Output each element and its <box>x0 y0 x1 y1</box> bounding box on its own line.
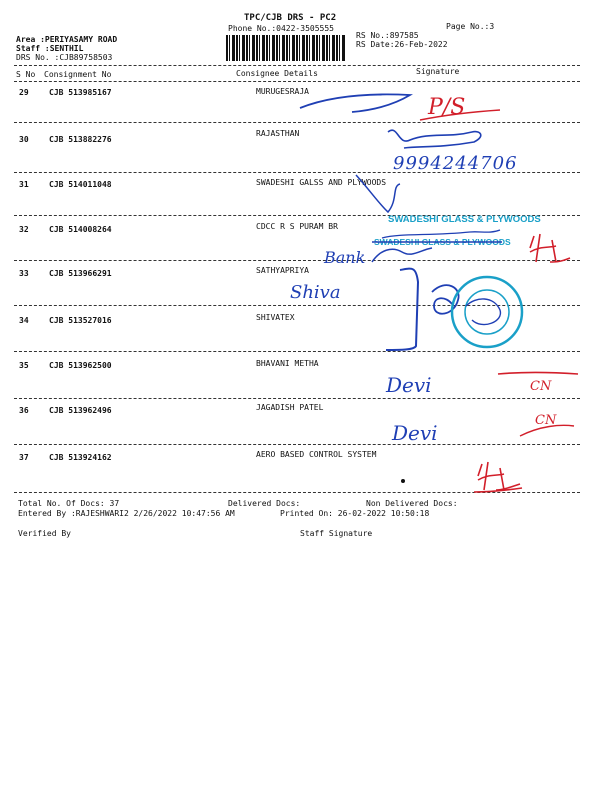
col-consignment-no: Consignment No <box>44 70 112 79</box>
row-consignee: SHIVATEX <box>256 313 295 322</box>
row-sno: 30 <box>19 135 29 144</box>
non-delivered-docs: Non Delivered Docs: <box>366 499 458 508</box>
ink-dot <box>401 479 405 483</box>
signature-mark <box>386 269 418 350</box>
row-consignment: CJB 513882276 <box>49 135 112 144</box>
signature-mark <box>300 94 410 112</box>
row-consignment: CJB 513962496 <box>49 406 112 415</box>
signature-mark <box>466 299 500 325</box>
row-sno: 32 <box>19 225 29 234</box>
entered-by: Entered By :RAJESHWARI2 2/26/2022 10:47:56 AM <box>18 509 235 518</box>
col-consignee: Consignee Details <box>236 69 318 78</box>
signature-mark <box>498 373 578 375</box>
row-sno: 36 <box>19 406 29 415</box>
row-consignee: RAJASTHAN <box>256 129 300 138</box>
row-consignee: SWADESHI GALSS AND PLYWOODS <box>256 178 387 187</box>
devi-handwriting-1: Devi <box>386 373 432 397</box>
ps-handwriting: P/S <box>428 95 466 120</box>
swadeshi-stamp: SWADESHI GLASS & PLYWOODS <box>388 214 541 225</box>
printed-on: Printed On: 26-02-2022 10:50:18 <box>280 509 430 518</box>
cn-handwriting-1: CN <box>530 379 552 394</box>
row-consignment: CJB 514008264 <box>49 225 112 234</box>
signature-mark <box>388 130 481 148</box>
staff-signature: Staff Signature <box>300 529 373 538</box>
area-label: Area :PERIYASAMY ROAD <box>16 35 118 44</box>
row-consignee: JAGADISH PATEL <box>256 403 324 412</box>
page-number: Page No.:3 <box>446 22 495 31</box>
row-consignment: CJB 513924162 <box>49 453 112 462</box>
row-consignment: CJB 513966291 <box>49 269 112 278</box>
signature-mark <box>520 425 574 436</box>
row-consignee: BHAVANI METHA <box>256 359 319 368</box>
drs-number: DRS No. :CJB89758503 <box>16 53 113 62</box>
swadeshi-stamp-2: SWADESHI GLASS & PLYWOODS <box>374 237 511 247</box>
row-sno: 34 <box>19 316 29 325</box>
initials-red <box>530 234 570 262</box>
row-sno: 31 <box>19 180 29 189</box>
shiva-handwriting: Shiva <box>290 282 341 303</box>
initials-red <box>474 462 522 492</box>
rs-date: RS Date:26-Feb-2022 <box>356 40 448 49</box>
signature-mark <box>356 175 400 212</box>
rs-number: RS No.:897585 <box>356 31 419 40</box>
report-title: TPC/CJB DRS - PC2 <box>244 13 337 23</box>
row-consignee: MURUGESRAJA <box>256 87 309 96</box>
row-sno: 35 <box>19 361 29 370</box>
delivered-docs: Delivered Docs: <box>228 499 301 508</box>
verified-by: Verified By <box>18 529 71 538</box>
signature-mark <box>372 248 432 262</box>
row-consignment: CJB 514011048 <box>49 180 112 189</box>
col-signature: Signature <box>416 67 460 76</box>
devi-handwriting-2: Devi <box>392 421 438 445</box>
staff-label: Staff :SENTHIL <box>16 44 84 53</box>
row-sno: 37 <box>19 453 29 462</box>
row-sno: 33 <box>19 269 29 278</box>
bank-handwriting: Bank <box>324 248 366 267</box>
phone-number: Phone No.:0422-3505555 <box>228 24 334 33</box>
col-sno: S No <box>16 70 36 79</box>
row-consignee: CDCC R S PURAM BR <box>256 222 338 231</box>
round-stamp <box>452 277 522 347</box>
row-consignment: CJB 513962500 <box>49 361 112 370</box>
row-consignment: CJB 513527016 <box>49 316 112 325</box>
cn-handwriting-2: CN <box>535 413 557 428</box>
row-consignee: SATHYAPRIYA <box>256 266 309 275</box>
row-sno: 29 <box>19 88 29 97</box>
phone-handwriting: 9994244706 <box>393 153 518 174</box>
total-docs: Total No. Of Docs: 37 <box>18 499 120 508</box>
row-consignee: AERO BASED CONTROL SYSTEM <box>256 450 377 459</box>
row-consignment: CJB 513985167 <box>49 88 112 97</box>
round-stamp-inner <box>465 290 509 334</box>
